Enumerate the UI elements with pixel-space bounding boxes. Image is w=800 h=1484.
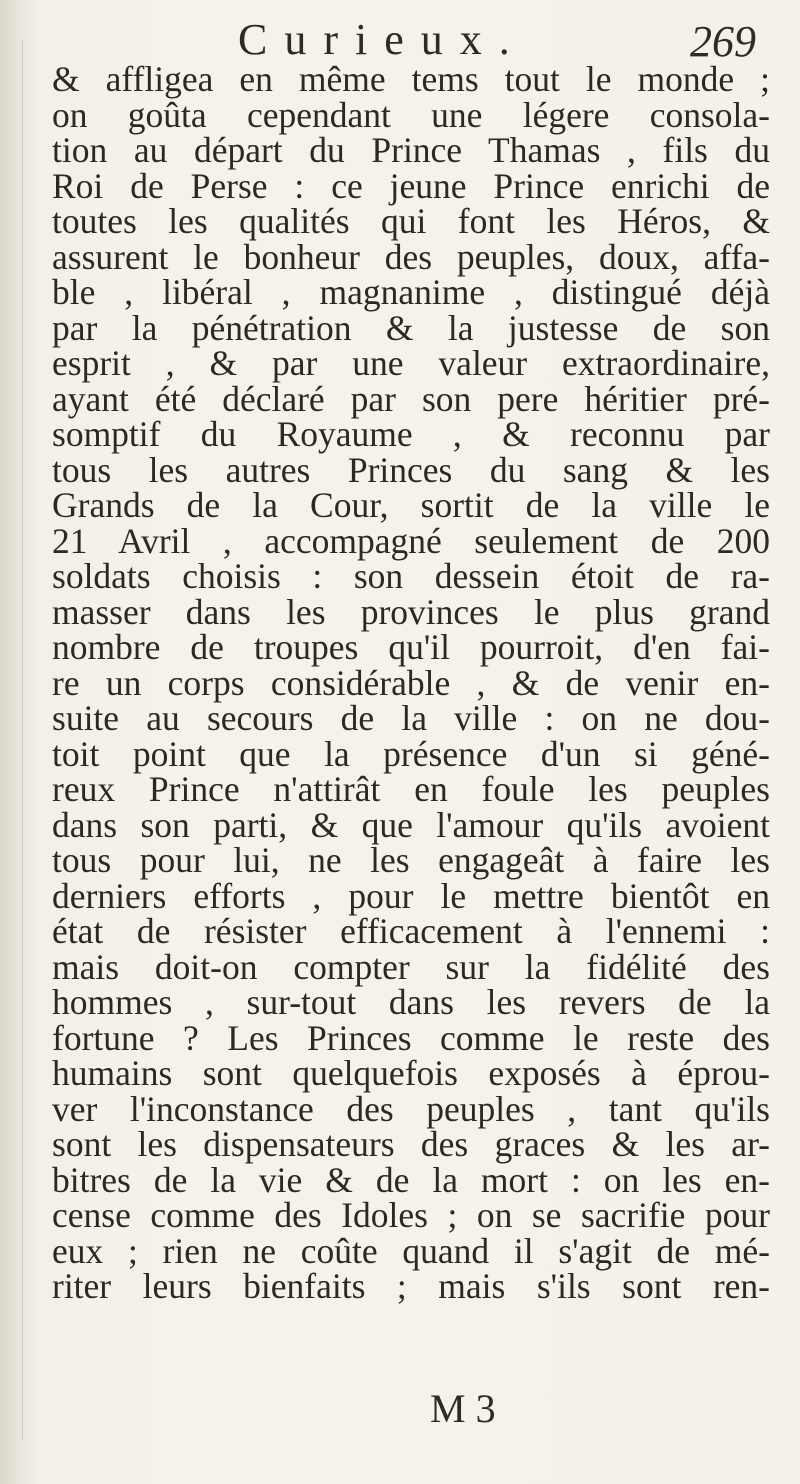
text-line: soldats choisis : son dessein étoit de ra-	[52, 556, 770, 596]
text-line: Roi de Perse : ce jeune Prince enrichi de	[52, 165, 770, 206]
gutter-line	[22, 40, 23, 1440]
text-line: tous pour lui, ne les engageât à faire les	[52, 840, 770, 880]
text-line: riter leurs bienfaits ; mais s'ils sont ren-	[52, 1266, 770, 1306]
text-line: assurent le bonheur des peuples, doux, affa-	[52, 236, 770, 277]
text-line: esprit , & par une valeur extraordinaire,	[52, 343, 770, 383]
text-line: dans son parti, & que l'amour qu'ils avoient	[52, 804, 770, 845]
text-line: mais doit-on compter sur la fidélité des	[52, 946, 770, 987]
text-line: eux ; rien ne coûte quand il s'agit de mé-	[52, 1230, 770, 1271]
text-line: hommes , sur-tout dans les revers de la	[52, 982, 770, 1022]
text-line: fortune ? Les Princes comme le reste des	[52, 1017, 770, 1058]
running-head: Curieux.	[238, 15, 527, 64]
text-line: bitres de la vie & de la mort : on les en-	[52, 1159, 770, 1200]
text-line: nombre de troupes qu'il pourroit, d'en fai-	[52, 627, 770, 667]
page-number: 269	[690, 17, 756, 66]
text-line: humains sont quelquefois exposés à éprou-	[52, 1053, 770, 1093]
text-line: toutes les qualités qui font les Héros, &	[52, 201, 770, 241]
text-line: derniers efforts , pour le mettre bientôt en	[52, 875, 770, 916]
text-line: toit point que la présence d'un si géné-	[52, 733, 770, 774]
page-gutter	[0, 0, 34, 1484]
text-line: re un corps considérable , & de venir en-	[52, 662, 770, 703]
text-line: Grands de la Cour, sortit de la ville le	[52, 485, 770, 525]
text-line: ble , libéral , magnanime , distingué déjà	[52, 272, 770, 312]
text-line: tion au départ du Prince Thamas , fils du	[52, 130, 770, 170]
text-line: ayant été déclaré par son pere héritier pré-	[52, 378, 770, 419]
text-line: & affligea en même tems tout le monde ;	[52, 59, 770, 99]
body-text	[52, 59, 770, 1306]
text-line: suite au secours de la ville : on ne dou-	[52, 698, 770, 738]
text-line: somptif du Royaume , & reconnu par	[52, 414, 770, 454]
text-line: on goûta cependant une légere consola-	[52, 94, 770, 135]
text-line: sont les dispensateurs des graces & les ar-	[52, 1124, 770, 1164]
text-line: tous les autres Princes du sang & les	[52, 449, 770, 490]
text-line: état de résister efficacement à l'ennemi :	[52, 911, 770, 951]
text-line: 21 Avril , accompagné seulement de 200	[52, 520, 770, 561]
text-line: par la pénétration & la justesse de son	[52, 307, 770, 348]
signature-mark: M 3	[430, 1386, 496, 1431]
text-line: ver l'inconstance des peuples , tant qu'ils	[52, 1088, 770, 1129]
text-line: cense comme des Idoles ; on se sacrifie pour	[52, 1195, 770, 1235]
text-line: masser dans les provinces le plus grand	[52, 591, 770, 632]
text-line: reux Prince n'attirât en foule les peuples	[52, 769, 770, 809]
